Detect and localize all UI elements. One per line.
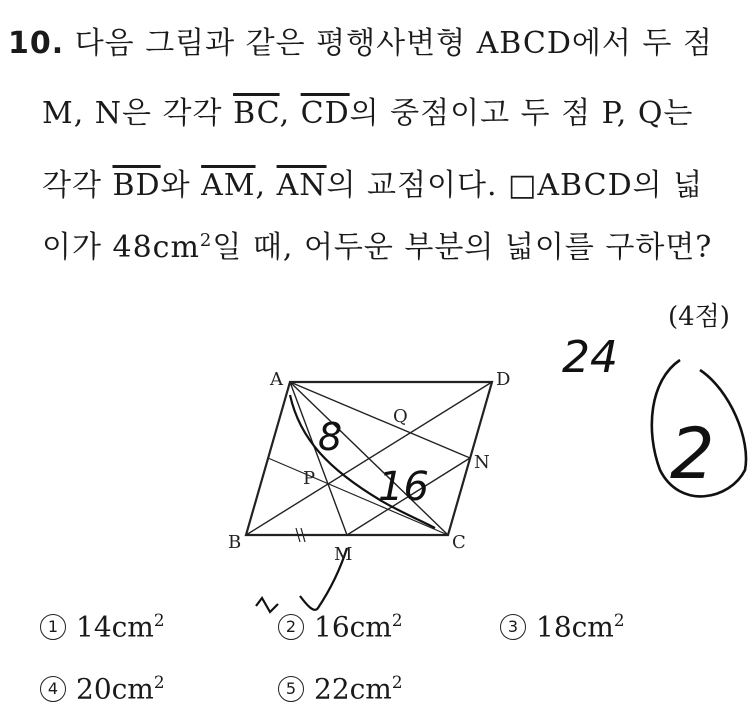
choice-3-value: 18cm xyxy=(536,610,614,644)
label-q: Q xyxy=(393,406,408,427)
hand-check xyxy=(256,598,278,612)
hand-note-8: 8 xyxy=(318,415,343,459)
question-text-3b: 와 xyxy=(160,168,202,203)
segment-an: $\overline{AN}$ xyxy=(276,168,327,203)
question-number: 10. xyxy=(8,26,65,61)
question-text-3c: , xyxy=(255,168,277,203)
segment-an-line xyxy=(290,382,470,458)
label-b: B xyxy=(228,532,242,553)
question-text-2c: 의 중점이고 두 점 P, Q는 xyxy=(349,96,694,131)
question-text-3a: 각각 xyxy=(42,168,113,203)
label-m: M xyxy=(334,544,353,565)
choice-3-sup: 2 xyxy=(613,610,625,630)
choice-2-sup: 2 xyxy=(391,610,403,630)
figure-lines xyxy=(246,382,492,542)
label-p: P xyxy=(303,468,316,489)
choice-2-value: 16cm xyxy=(314,610,392,644)
question-text-4a: 이가 48cm xyxy=(42,230,200,265)
question-text-2b: , xyxy=(279,96,301,131)
choice-4-mark: 4 xyxy=(40,676,66,702)
choice-5-mark: 5 xyxy=(278,676,304,702)
question-text-4b: 일 때, 어두운 부분의 넓이를 구하면? xyxy=(212,230,713,265)
segment-am: $\overline{AM}$ xyxy=(201,168,256,203)
choice-5-value: 22cm xyxy=(314,672,392,706)
choice-2[interactable] xyxy=(278,610,403,643)
choice-4[interactable] xyxy=(40,672,165,705)
label-c: C xyxy=(452,532,466,553)
score-label: (4점) xyxy=(668,302,730,332)
choice-3-mark: 3 xyxy=(500,614,526,640)
choice-1[interactable] xyxy=(40,610,165,643)
choice-1-mark: 1 xyxy=(40,614,66,640)
hand-circled-answer: 2 xyxy=(670,413,715,495)
choice-4-value: 20cm xyxy=(76,672,154,706)
segment-bc: $\overline{BC}$ xyxy=(233,96,280,131)
diagonal-ac xyxy=(290,382,448,535)
label-a: A xyxy=(270,369,283,390)
choice-3[interactable] xyxy=(500,610,625,643)
label-n: N xyxy=(474,452,490,473)
area-exponent: 2 xyxy=(199,230,213,251)
question-text-2a: M, N은 각각 xyxy=(42,96,234,131)
segment-bd: $\overline{BD}$ xyxy=(112,168,161,203)
segment-cd: $\overline{CD}$ xyxy=(300,96,350,131)
hand-note-16: 16 xyxy=(378,464,429,510)
question-text-3d: 의 교점이다. □ABCD의 넓 xyxy=(326,168,704,203)
hand-note-24: 24 xyxy=(562,332,618,383)
label-d: D xyxy=(496,369,511,390)
choice-5-sup: 2 xyxy=(391,672,403,692)
choice-1-sup: 2 xyxy=(153,610,165,630)
choice-2-mark: 2 xyxy=(278,614,304,640)
choice-4-sup: 2 xyxy=(153,672,165,692)
handwriting-text xyxy=(318,332,715,510)
question-text-1: 다음 그림과 같은 평행사변형 ABCD에서 두 점 xyxy=(74,26,713,61)
choice-1-value: 14cm xyxy=(76,610,154,644)
choice-5[interactable] xyxy=(278,672,403,705)
